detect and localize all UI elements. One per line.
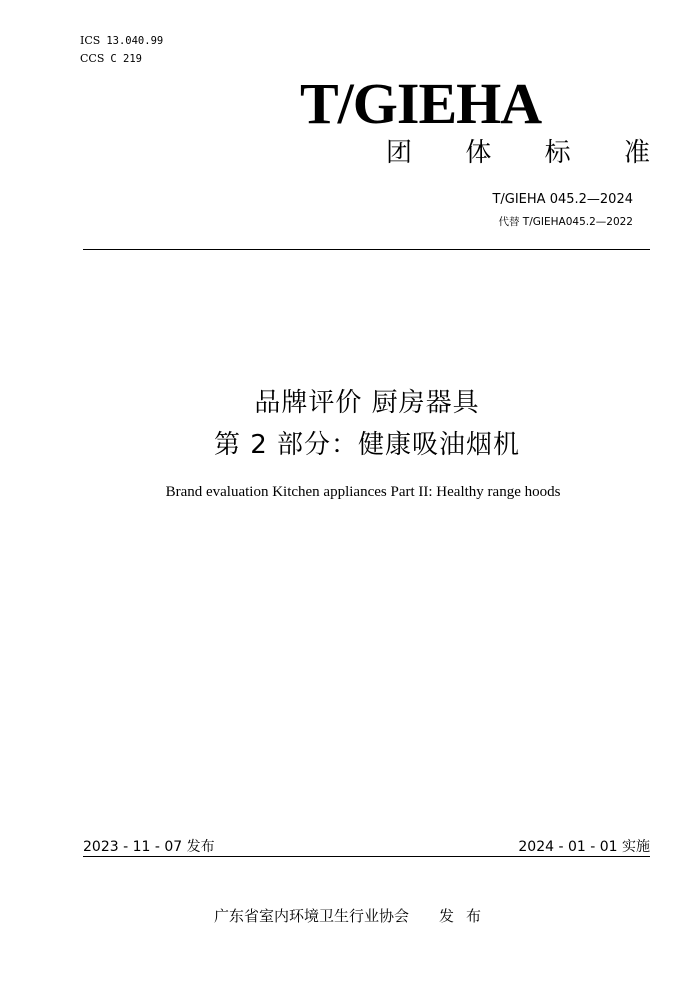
- ccs-label: CCS: [80, 52, 105, 65]
- implementation-date: 2024 - 01 - 01 实施: [518, 839, 650, 855]
- standard-type-char: 标: [544, 138, 571, 168]
- organization-logo: T/GIEHA: [300, 71, 542, 136]
- header-divider: [83, 249, 650, 250]
- ics-value: 13.040.99: [106, 35, 164, 47]
- standard-type: [386, 136, 650, 170]
- ics-label: ICS: [80, 34, 101, 47]
- publisher-action: 发布: [439, 907, 494, 925]
- title-line-2: 第 2 部分：健康吸油烟机: [213, 430, 521, 460]
- publisher: [214, 905, 493, 926]
- publisher-name: 广东省室内环境卫生行业协会: [214, 907, 410, 925]
- ccs-code: [80, 52, 142, 65]
- standard-type-char: 准: [623, 138, 650, 168]
- issue-date: 2023 - 11 - 07 发布: [83, 839, 215, 855]
- english-title: Brand evaluation Kitchen appliances Part II: Healthy range hoods: [165, 484, 561, 500]
- ccs-value: C 219: [110, 53, 142, 65]
- ics-code: [80, 34, 163, 47]
- standard-type-char: 体: [465, 138, 492, 168]
- title-line-1: 品牌评价 厨房器具: [254, 388, 480, 418]
- standard-type-char: 团: [386, 138, 413, 168]
- standard-number: T/GIEHA 045.2—2024: [492, 192, 633, 207]
- replaces-standard: 代替 T/GIEHA045.2—2022: [498, 216, 633, 228]
- footer-divider: [83, 856, 650, 857]
